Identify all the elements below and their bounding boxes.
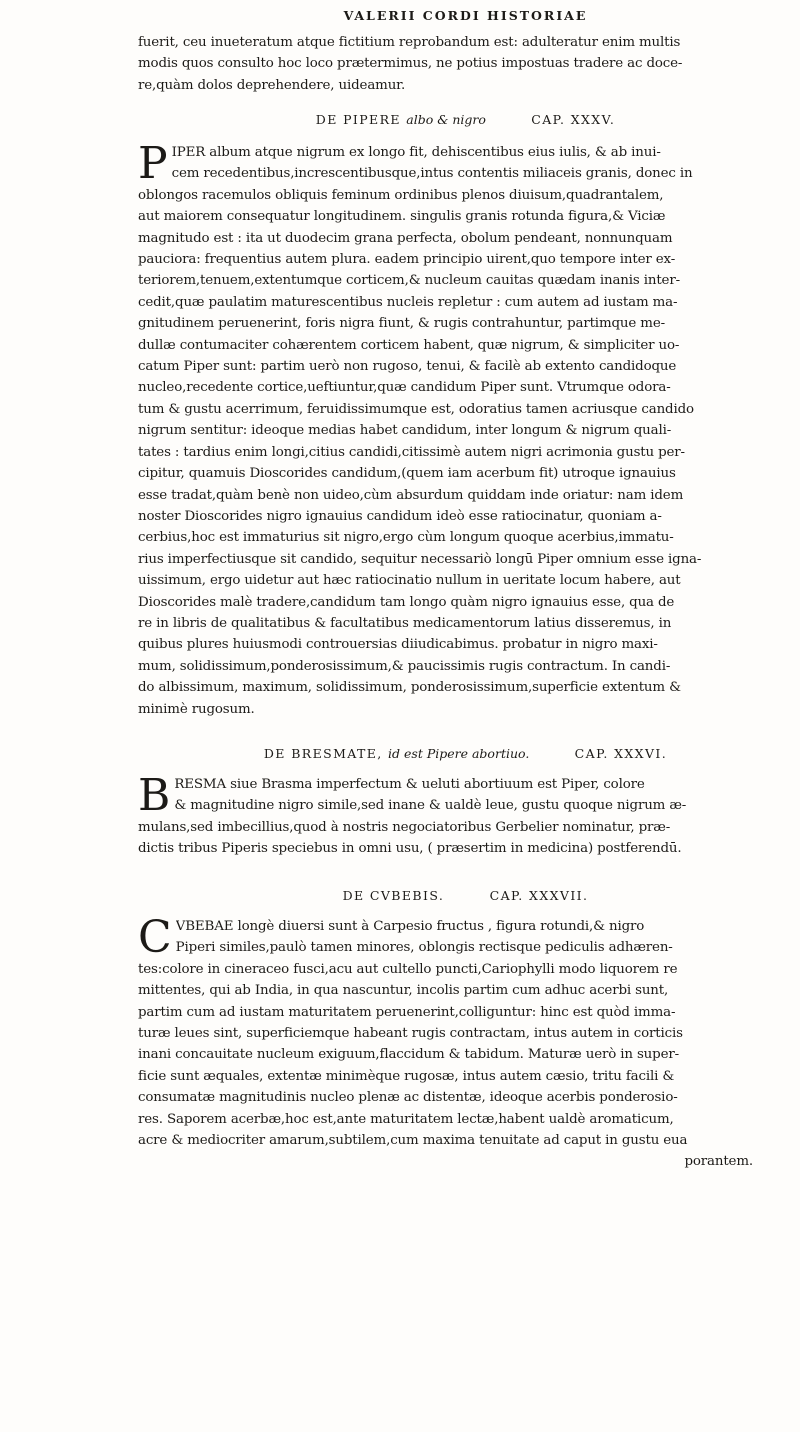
text-line: mulans,sed imbecillius,quod à nostris negociatoribus Gerbelier nominatur, præ- [138,819,671,835]
text-line: nucleo,recedente cortice,ueftiuntur,quæ candidum Piper sunt. Vtrumque odora- [138,380,671,396]
text-line: minimè rugosum. [138,701,255,717]
text-line: inani concauitate nucleum exiguum,flaccidum & tabidum. Maturæ uerò in super- [138,1047,679,1063]
text-line: fuerit, ceu inueteratum atque fictitium reprobandum est: adulteratur enim multis [138,35,681,50]
intro-paragraph [138,32,793,96]
drop-cap: C [138,912,172,963]
text-line: aut maiorem consequatur longitudinem. singulis granis rotunda figura,& Viciæ [138,209,666,225]
chapter-36-body [138,770,793,860]
chapter-title: DE PIPERE [315,112,401,127]
text-line: magnitudo est : ita ut duodecim grana perfecta, obolum pendeant, nonnunquam [138,230,673,246]
chapter-number: CAP. XXXV. [531,112,616,127]
chapter-35-body [138,138,793,720]
text-line: teriorem,tenuem,extentumque corticem,& nucleum cauitas quædam inanis inter- [138,273,680,289]
text-line: dullæ contumaciter cohærentem corticem habent, quæ nigrum, & simpliciter uo- [138,337,680,353]
text-line: consumatæ magnitudinis nucleo plenæ ac distentæ, ideoque acerbis ponderosio- [138,1090,678,1106]
text-line: Dioscorides malè tradere,candidum tam longo quàm nigro ignauius esse, qua de [138,594,675,610]
text-line: catum Piper sunt: partim uerò non rugoso, tenui, & facilè ab extento candidoque [138,359,677,375]
text-line: rius imperfectiusque sit candido, sequitur necessariò longū Piper omnium esse igna- [138,551,702,567]
text-line: ficie sunt æquales, extentæ minimèque rugosæ, intus autem cæsio, tritu facili & [138,1068,675,1084]
chapter-36-heading [138,746,793,761]
chapter-37-heading [138,888,793,903]
text-line: pauciora: frequentius autem plura. eadem principio uirent,quo tempore inter ex- [138,252,676,268]
chapter-35-heading [138,112,793,127]
text-line: tum & gustu acerrimum, feruidissimumque est, odoratius tamen acriusque candido [138,401,694,417]
text-line: esse tradat,quàm benè non uideo,cùm absurdum quiddam inde oriatur: nam idem [138,487,684,503]
text-line: re,quàm dolos deprehendere, uideamur. [138,77,406,93]
chapter-37-body [138,912,793,1173]
text-line: acre & mediocriter amarum,subtilem,cum maxima tenuitate ad caput in gustu eua [138,1133,688,1149]
running-head: VALERII CORDI HISTORIAE [343,8,588,23]
text-line: cem recedentibus,increscentibusque,intus contentis miliaceis granis, donec in [171,166,693,182]
text-line: noster Dioscorides nigro ignauius candidum ideò esse ratiocinatur, quoniam a- [138,508,662,524]
drop-cap: B [138,770,171,821]
text-line: do albissimum, maximum, solidissimum, ponderosissimum,superficie extentum & [138,680,681,696]
drop-cap: P [138,138,168,189]
text-line: cedit,quæ paulatim maturescentibus nucleis repletur : cum autem ad iustam ma- [138,294,678,310]
text-line: RESMA siue Brasma imperfectum & ueluti abortiuum est Piper, colore [174,777,645,792]
text-line: partim cum ad iustam maturitatem peruenerint,colliguntur: hinc est quòd imma- [138,1004,676,1020]
text-line: porantem. [684,1154,753,1170]
text-line: nigrum sentitur: ideoque medias habet candidum, inter longum & nigrum quali- [138,423,672,439]
text-line: tes:colore in cineraceo fusci,acu aut cultello puncti,Cariophylli modo liquorem re [138,961,678,977]
chapter-number: CAP. XXXVII. [489,888,589,903]
text-line: res. Saporem acerbæ,hoc est,ante maturitatem lectæ,habent ualdè aromaticum, [138,1111,674,1127]
chapter-title: DE BRESMATE, [263,746,383,761]
text-line: cerbius,hoc est immaturius sit nigro,ergo cùm longum quoque acerbius,immatu- [138,530,674,546]
chapter-number: CAP. XXXVI. [574,746,668,761]
chapter-title: DE CVBEBIS. [342,888,445,903]
chapter-subtitle: albo & nigro [406,112,486,127]
text-line: tates : tardius enim longi,citius candidi,citissimè autem nigri acrimonia gustu per- [138,444,685,460]
text-line: quibus plures huiusmodi controuersias diiudicabimus. probatur in nigro maxi- [138,637,658,653]
text-line: modis quos consulto hoc loco prætermimus, ne potius impostuas tradere ac doce- [138,56,683,72]
text-line: oblongos racemulos obliquis feminum ordinibus plenos diuisum,quadrantalem, [138,187,664,203]
text-line: gnitudinem peruenerint, foris nigra fiunt, & rugis contrahuntur, partimque me- [138,316,665,332]
text-line: Piperi similes,paulò tamen minores, oblongis rectisque pediculis adhæren- [175,940,673,956]
chapter-subtitle: id est Pipere abortiuo. [388,746,530,761]
text-line: mittentes, qui ab India, in qua nascuntur, incolis partim cum adhuc acerbi sunt, [138,983,669,999]
text-line: & magnitudine nigro simile,sed inane & ualdè leue, gustu quoque nigrum æ- [174,798,687,814]
text-line: cipitur, quamuis Dioscorides candidum,(quem iam acerbum fit) utroque ignauius [138,466,676,482]
text-line: uissimum, ergo uidetur aut hæc ratiocinatio nullum in ueritate locum habere, aut [138,573,681,589]
text-line: turæ leues sint, superficiemque habeant rugis contractam, intus autem in corticis [138,1026,683,1042]
text-line: VBEBAE longè diuersi sunt à Carpesio fructus , figura rotundi,& nigro [175,919,645,934]
text-line: mum, solidissimum,ponderosissimum,& paucissimis rugis contractum. In candi- [138,658,671,674]
text-line: dictis tribus Piperis speciebus in omni usu, ( præsertim in medicina) postferendū. [138,841,682,857]
text-line: IPER album atque nigrum ex longo fit, dehiscentibus eius iulis, & ab inui- [171,145,661,160]
text-line: re in libris de qualitatibus & facultatibus medicamentorum latius disseremus, in [138,615,672,631]
